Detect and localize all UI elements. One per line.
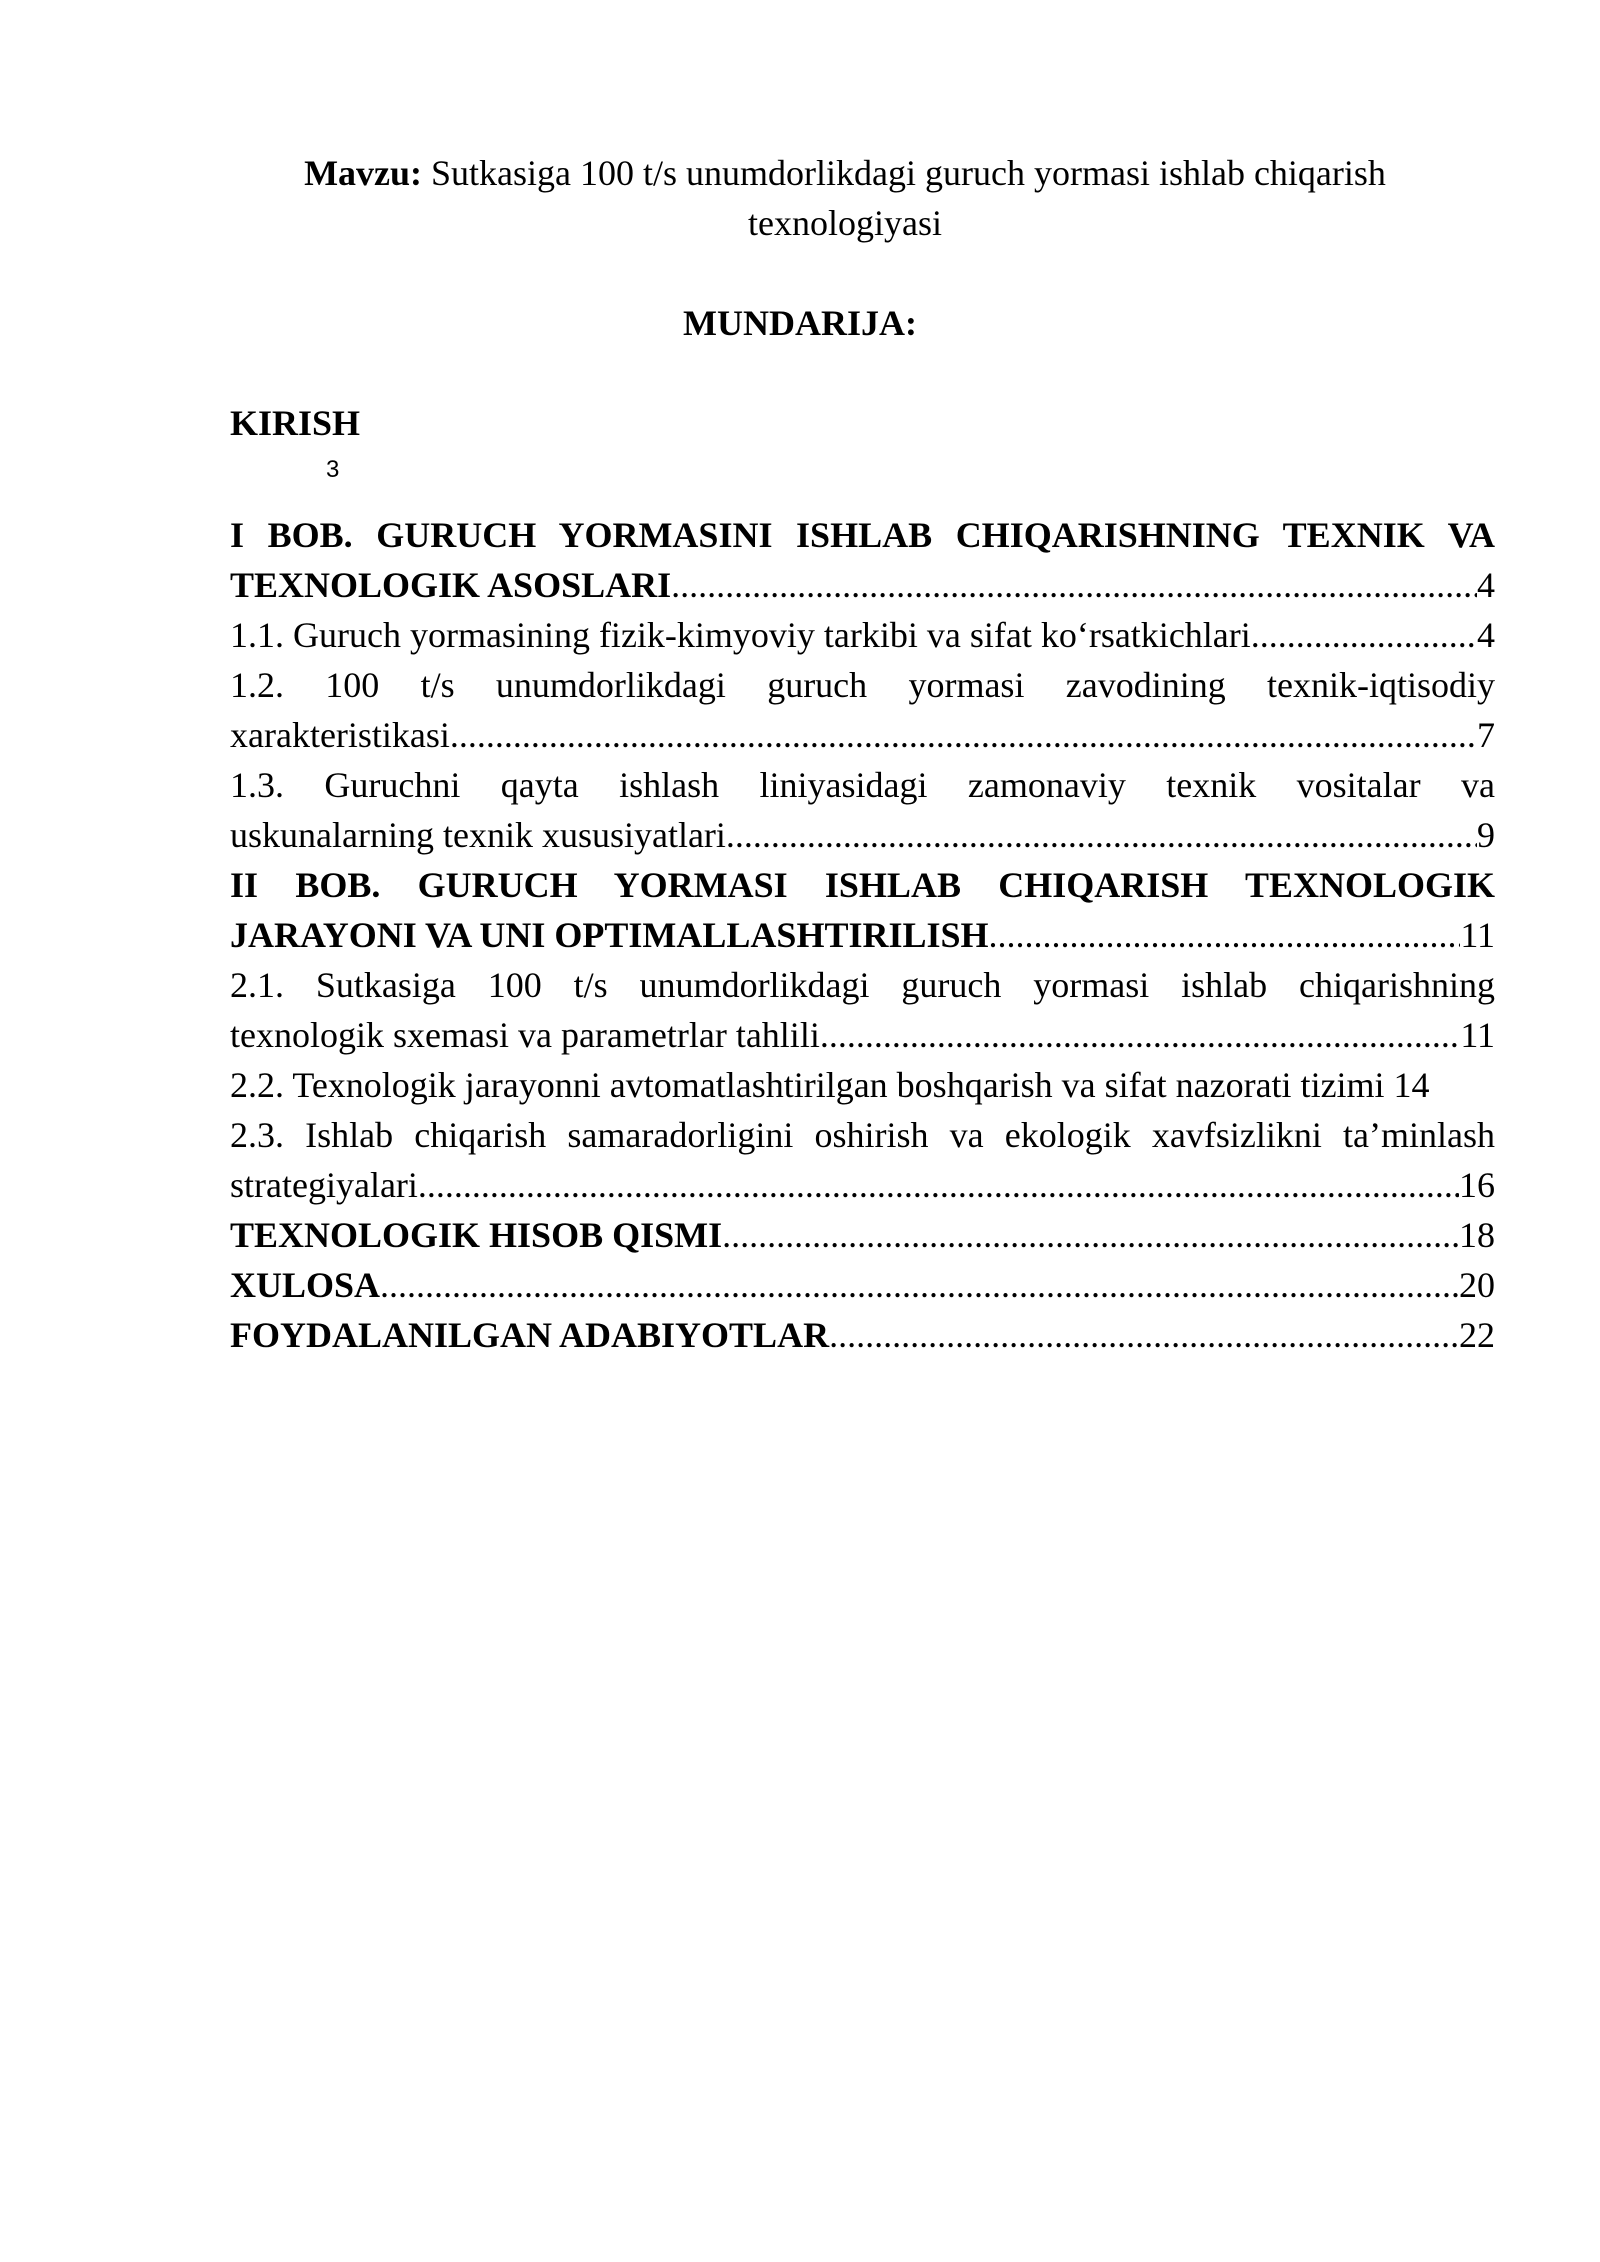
toc-page-number: 16 xyxy=(1459,1165,1495,1205)
toc-entry-text: uskunalarning texnik xususiyatlari xyxy=(230,815,726,855)
dot-leader xyxy=(989,910,1461,960)
toc-entry-leader xyxy=(230,1310,1495,1360)
dot-leader xyxy=(1251,610,1477,660)
toc-entry-leader xyxy=(230,710,1495,760)
table-of-contents xyxy=(230,510,1495,1360)
toc-entry-leader xyxy=(230,1210,1495,1260)
toc-entry-text: JARAYONI VA UNI OPTIMALLASHTIRILISH xyxy=(230,915,989,955)
toc-intro-page: 3 xyxy=(326,456,340,483)
toc-entry-leader xyxy=(230,560,1495,610)
toc-entry-line: 2.3. Ishlab chiqarish samaradorligini oshirish va ekologik xavfsizlikni ta’minlash xyxy=(230,1115,1495,1155)
toc-entry-line: 1.2. 100 t/s unumdorlikdagi guruch yormasi zavodining texnik-iqtisodiy xyxy=(230,665,1495,705)
toc-entry-text: TEXNOLOGIK HISOB QISMI xyxy=(230,1215,723,1255)
toc-entry-leader xyxy=(230,1160,1495,1210)
toc-page-number: 20 xyxy=(1459,1265,1495,1305)
toc-entry-leader xyxy=(230,1260,1495,1310)
toc-page-number: 11 xyxy=(1460,1015,1495,1055)
toc-entry-leader xyxy=(230,910,1495,960)
toc-page-number: 22 xyxy=(1459,1315,1495,1355)
toc-page-number: 4 xyxy=(1477,565,1495,605)
toc-entry-leader xyxy=(230,810,1495,860)
toc-entry-text: 1.1. Guruch yormasining fizik-kimyoviy tarkibi va sifat ko‘rsatkichlari xyxy=(230,615,1251,655)
toc-entry-2-1[interactable] xyxy=(230,960,1495,1060)
toc-entry-chapter-1[interactable] xyxy=(230,510,1495,610)
dot-leader xyxy=(450,710,1477,760)
toc-page-number: 7 xyxy=(1477,715,1495,755)
topic-label: Mavzu: xyxy=(304,153,423,193)
toc-entry-text: TEXNOLOGIK ASOSLARI xyxy=(230,565,672,605)
dot-leader xyxy=(820,1010,1461,1060)
dot-leader xyxy=(829,1310,1459,1360)
toc-entry-line: 1.3. Guruchni qayta ishlash liniyasidagi zamonaviy texnik vositalar va xyxy=(230,765,1495,805)
topic-text: Sutkasiga 100 t/s unumdorlikdagi guruch yormasi ishlab chiqarish texnologiyasi xyxy=(422,153,1386,243)
toc-page-number: 9 xyxy=(1477,815,1495,855)
toc-entry-leader xyxy=(230,1010,1495,1060)
toc-entry-text: 2.2. Texnologik jarayonni avtomatlashtirilgan boshqarish va sifat nazorati tizimi 14 xyxy=(230,1065,1430,1105)
toc-entry-leader xyxy=(230,610,1495,660)
toc-entry-text: strategiyalari xyxy=(230,1165,418,1205)
dot-leader xyxy=(418,1160,1459,1210)
toc-entry-text: texnologik sxemasi va parametrlar tahlili xyxy=(230,1015,820,1055)
toc-intro-title: KIRISH xyxy=(230,403,361,443)
dot-leader xyxy=(722,1210,1459,1260)
toc-entry-conclusion[interactable] xyxy=(230,1260,1495,1310)
toc-entry-chapter-2[interactable] xyxy=(230,860,1495,960)
toc-entry-line: II BOB. GURUCH YORMASI ISHLAB CHIQARISH TEXNOLOGIK xyxy=(230,865,1495,905)
topic-title xyxy=(270,148,1420,248)
toc-entry-references[interactable] xyxy=(230,1310,1495,1360)
toc-page-number: 4 xyxy=(1477,615,1495,655)
toc-page-number: 11 xyxy=(1460,915,1495,955)
toc-entry-text: XULOSA xyxy=(230,1265,381,1305)
toc-entry-text: xarakteristikasi xyxy=(230,715,450,755)
toc-heading: MUNDARIJA: xyxy=(683,303,917,343)
toc-entry-1-2[interactable] xyxy=(230,660,1495,760)
dot-leader xyxy=(671,560,1477,610)
toc-entry-1-3[interactable] xyxy=(230,760,1495,860)
toc-entry-1-1[interactable] xyxy=(230,610,1495,660)
dot-leader xyxy=(380,1260,1459,1310)
toc-entry-line: I BOB. GURUCH YORMASINI ISHLAB CHIQARISHNING TEXNIK VA xyxy=(230,515,1495,555)
toc-entry-text: FOYDALANILGAN ADABIYOTLAR xyxy=(230,1315,830,1355)
dot-leader xyxy=(726,810,1477,860)
toc-page-number: 18 xyxy=(1459,1215,1495,1255)
toc-entry-line: 2.1. Sutkasiga 100 t/s unumdorlikdagi guruch yormasi ishlab chiqarishning xyxy=(230,965,1495,1005)
toc-entry-2-3[interactable] xyxy=(230,1110,1495,1210)
toc-entry-2-2[interactable] xyxy=(230,1060,1495,1110)
toc-entry-calculation[interactable] xyxy=(230,1210,1495,1260)
